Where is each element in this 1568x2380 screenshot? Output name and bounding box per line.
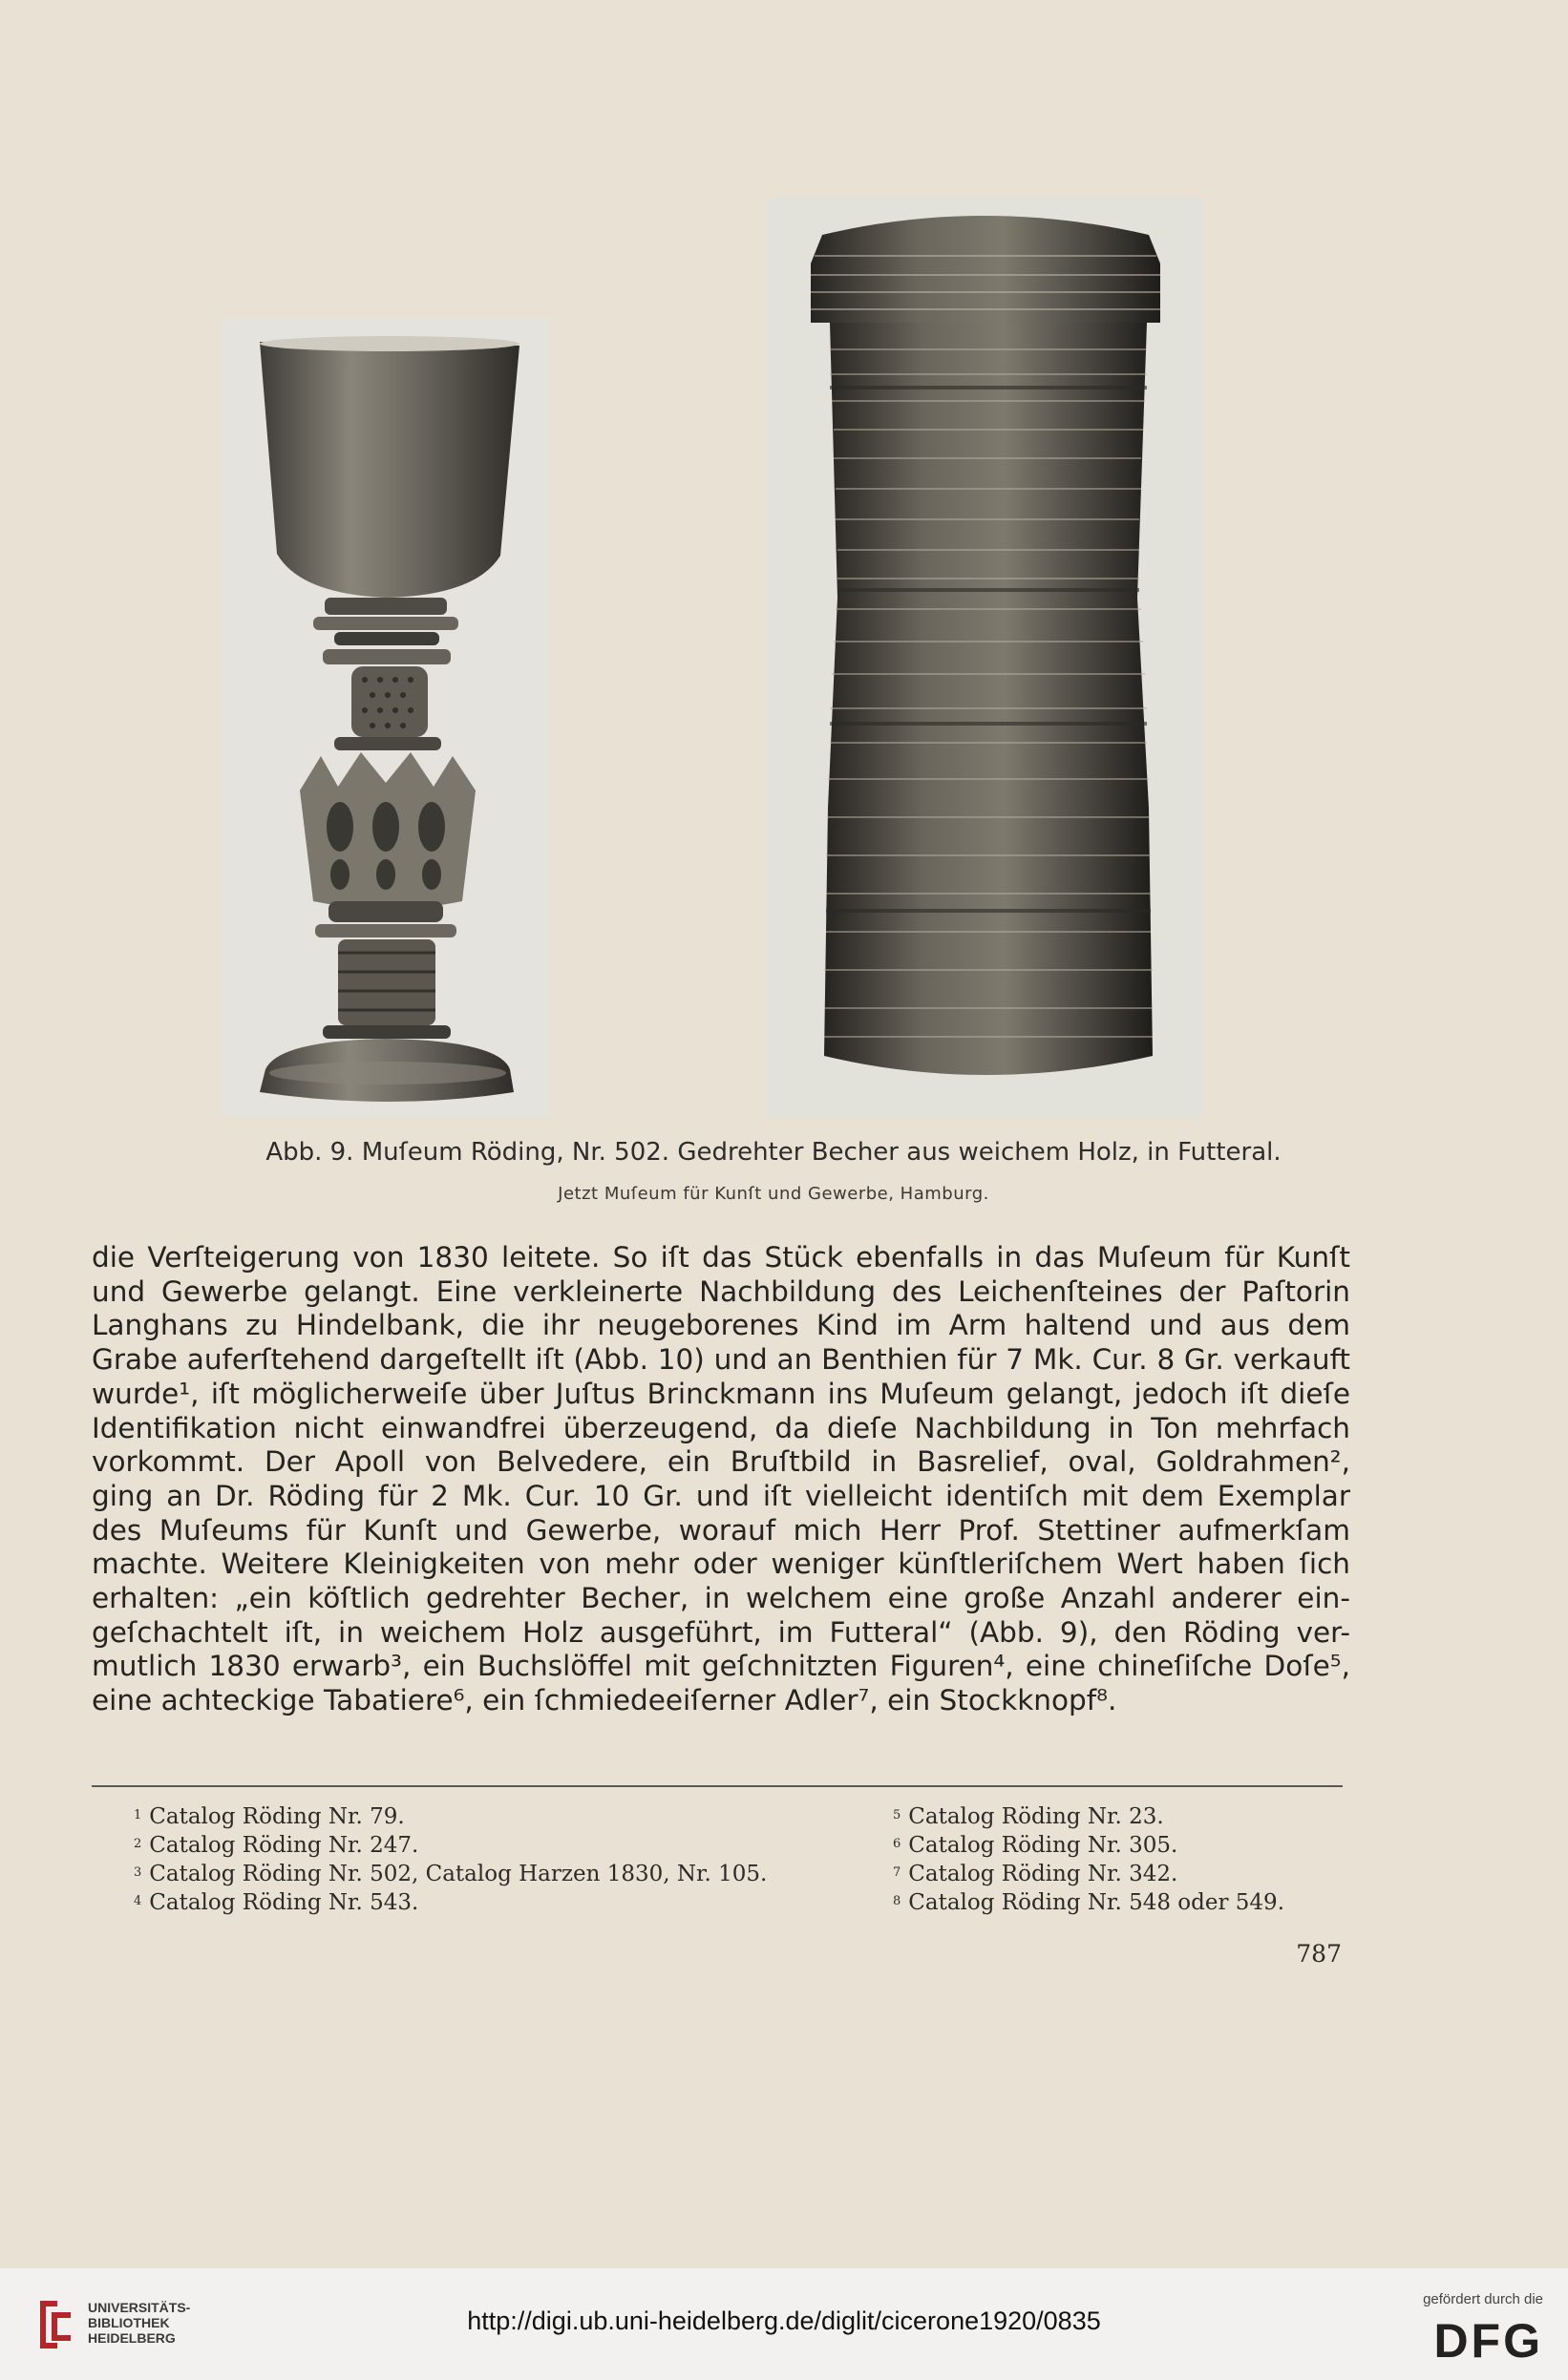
footnote-text: Catalog Röding Nr. 342.	[908, 1862, 1178, 1886]
body-paragraph	[92, 1241, 1350, 1718]
text-line: mutlich 1830 erwarb³, ein Buchslöffel mit geſchnitzten Figuren⁴, eine chineſiſche Doſe⁵,	[92, 1650, 1350, 1683]
footnote	[134, 1888, 767, 1917]
figure-subcaption: Jetzt Muſeum für Kunſt und Gewerbe, Hamburg.	[558, 1184, 989, 1204]
footnote-mark: 5	[893, 1808, 901, 1822]
footnote-mark: 3	[134, 1865, 142, 1880]
footnote-mark: 2	[134, 1837, 142, 1851]
text-line: Grabe auferſtehend dargeſtellt iſt (Abb. 10) und an Benthien für 7 Mk. Cur. 8 Gr. verkauft	[92, 1343, 1350, 1377]
footnote-text: Catalog Röding Nr. 305.	[908, 1833, 1178, 1858]
footnote-mark: 6	[893, 1837, 901, 1851]
text-line: des Muſeums für Kunſt und Gewerbe, worauf mich Herr Prof. Stettiner aufmerkſam	[92, 1513, 1350, 1547]
text-line: vorkommt. Der Apoll von Belvedere, ein Bruſtbild in Basrelief, oval, Goldrahmen²,	[92, 1445, 1350, 1479]
footnote-mark: 8	[893, 1894, 901, 1908]
footnote-mark: 4	[134, 1894, 142, 1908]
footnote	[134, 1802, 767, 1831]
footnote-text: Catalog Röding Nr. 543.	[149, 1890, 419, 1915]
footnote-text: Catalog Röding Nr. 79.	[149, 1804, 405, 1829]
footnote	[893, 1831, 1284, 1860]
footnote-divider	[92, 1785, 1343, 1787]
footnote	[893, 1860, 1284, 1888]
permalink-url[interactable]: http://digi.ub.uni-heidelberg.de/diglit/cicerone1920/0835	[467, 2306, 1101, 2335]
footnote	[134, 1860, 767, 1888]
footnote-text: Catalog Röding Nr. 548 oder 549.	[908, 1890, 1284, 1915]
text-line: wurde¹, iſt möglicherweiſe über Juſtus Brinckmann ins Muſeum gelangt, jedoch iſt dieſe	[92, 1377, 1350, 1410]
text-line: Identifikation nicht einwandfrei überzeugend, da dieſe Nachbildung in Ton mehrfach	[92, 1411, 1350, 1444]
library-name-line: HEIDELBERG	[88, 2330, 176, 2346]
figure-caption: Abb. 9. Muſeum Röding, Nr. 502. Gedrehter Becher aus weichem Holz, in Futteral.	[265, 1138, 1282, 1167]
text-line: Langhans zu Hindelbank, die ihr neugeborenes Kind im Arm haltend und aus dem	[92, 1309, 1350, 1342]
footnote-mark: 1	[134, 1808, 142, 1822]
footnote-mark: 7	[893, 1865, 901, 1880]
text-line: machte. Weitere Kleinigkeiten von mehr oder weniger künſtleriſchem Wert haben ſich	[92, 1548, 1350, 1581]
footnote-text: Catalog Röding Nr. 23.	[908, 1804, 1164, 1829]
text-line: eine achteckige Tabatiere⁶, ein ſchmiedeeiſerner Adler⁷, ein Stockknopf⁸.	[92, 1684, 1117, 1717]
library-name-line: BIBLIOTHEK	[88, 2315, 170, 2330]
funded-by-label: gefördert durch die	[1423, 2291, 1543, 2307]
footnotes-right-column	[893, 1802, 1284, 1917]
footnote	[893, 1888, 1284, 1917]
page-number: 787	[1296, 1940, 1342, 1968]
footnote	[134, 1831, 767, 1860]
text-line: die Verſteigerung von 1830 leitete. So iſt das Stück ebenfalls in das Muſeum für Kunſt	[92, 1241, 1350, 1274]
footnotes-left-column	[134, 1802, 767, 1917]
dfg-logo: DFG	[1433, 2314, 1543, 2368]
text-line: ging an Dr. Röding für 2 Mk. Cur. 10 Gr. und iſt vielleicht identiſch mit dem Exemplar	[92, 1479, 1350, 1512]
turned-container-photograph	[767, 197, 1201, 1118]
text-line: erhalten: „ein köſtlich gedrehter Becher, in welchem eine große Anzahl anderer ein-	[92, 1582, 1350, 1615]
footnote	[893, 1802, 1284, 1831]
viewer-footer	[0, 2268, 1568, 2380]
footnote-text: Catalog Röding Nr. 247.	[149, 1833, 419, 1858]
text-line: und Gewerbe gelangt. Eine verkleinerte Nachbildung des Leichenſteines der Paſtorin	[92, 1274, 1350, 1308]
text-line: geſchachtelt iſt, in weichem Holz ausgeführt, im Futteral“ (Abb. 9), den Röding ver-	[92, 1615, 1350, 1649]
goblet-photograph	[222, 319, 550, 1116]
library-name-line: UNIVERSITÄTS-	[88, 2300, 191, 2315]
footnote-text: Catalog Röding Nr. 502, Catalog Harzen 1830, Nr. 105.	[149, 1862, 768, 1886]
